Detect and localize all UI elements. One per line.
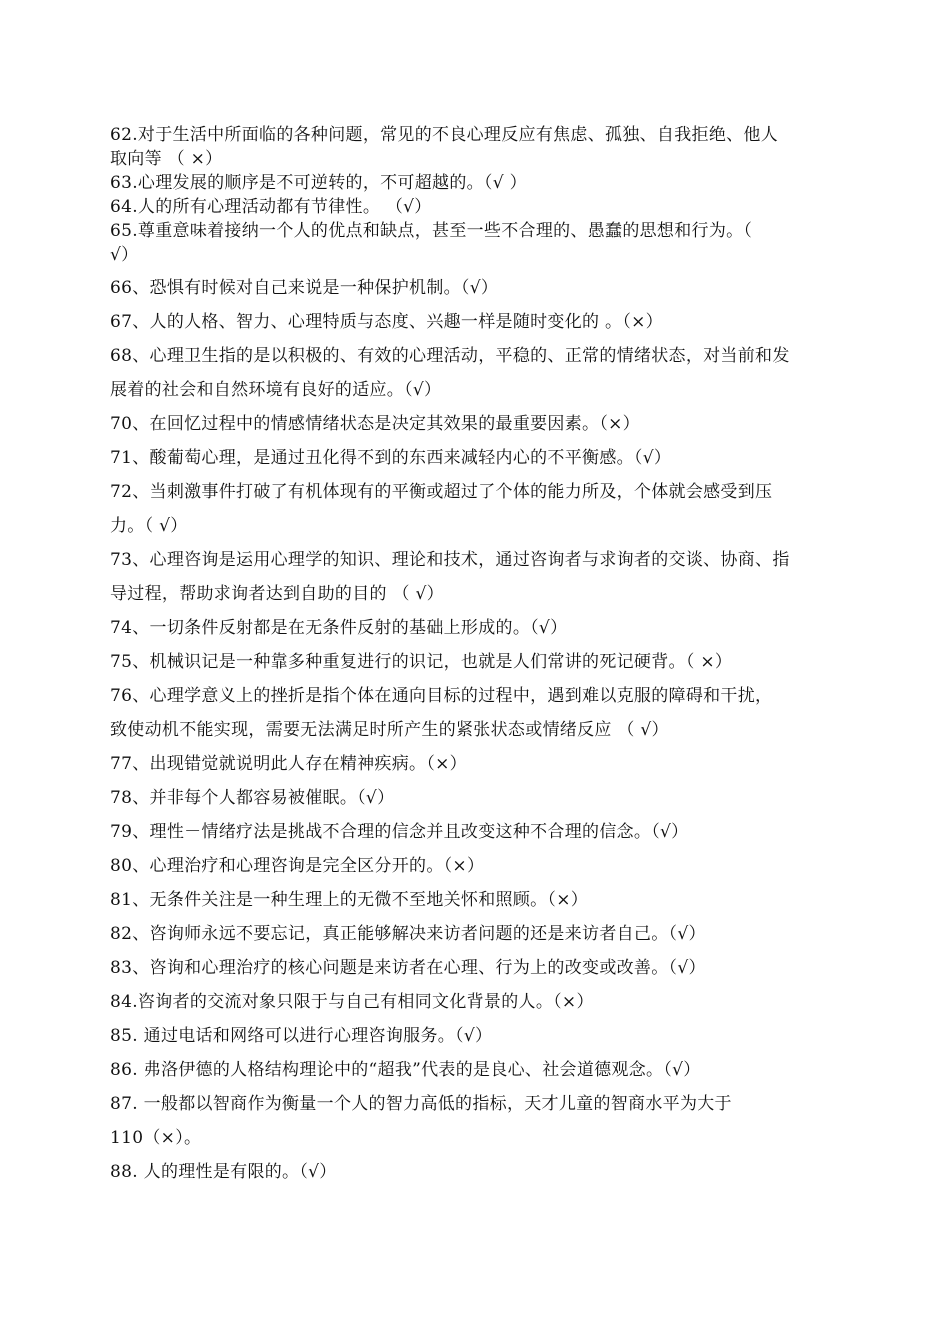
item-line: 展着的社会和自然环境有良好的适应。（√）	[110, 380, 442, 400]
list-item-76	[110, 679, 838, 747]
question-list	[110, 123, 838, 1189]
list-item-62	[110, 123, 838, 171]
item-line: 62.对于生活中所面临的各种问题，常见的不良心理反应有焦虑、孤独、自我拒绝、他人	[110, 125, 779, 145]
list-item-82	[110, 917, 838, 951]
item-line: 66、恐惧有时候对自己来说是一种保护机制。（√）	[110, 278, 499, 298]
item-line: 76、心理学意义上的挫折是指个体在通向目标的过程中，遇到难以克服的障碍和干扰，	[110, 686, 773, 706]
item-line: √）	[110, 245, 139, 265]
item-line: 85. 通过电话和网络可以进行心理咨询服务。（√）	[110, 1026, 493, 1046]
item-line: 力。（ √）	[110, 516, 188, 536]
list-item-67	[110, 305, 838, 339]
item-line: 导过程，帮助求询者达到自助的目的 （ √）	[110, 584, 444, 604]
item-line: 83、咨询和心理治疗的核心问题是来访者在心理、行为上的改变或改善。（√）	[110, 958, 706, 978]
item-line: 81、无条件关注是一种生理上的无微不至地关怀和照顾。（×）	[110, 890, 589, 910]
item-line: 87. 一般都以智商作为衡量一个人的智力高低的指标，天才儿童的智商水平为大于	[110, 1094, 732, 1114]
item-line: 88. 人的理性是有限的。（√）	[110, 1162, 337, 1182]
list-item-64	[110, 195, 838, 219]
item-line: 75、机械识记是一种靠多种重复进行的识记，也就是人们常讲的死记硬背。（ ×）	[110, 652, 733, 672]
item-line: 70、在回忆过程中的情感情绪状态是决定其效果的最重要因素。（×）	[110, 414, 640, 434]
item-line: 74、一切条件反射都是在无条件反射的基础上形成的。（√）	[110, 618, 568, 638]
list-item-79	[110, 815, 838, 849]
list-item-71	[110, 441, 838, 475]
item-line: 68、心理卫生指的是以积极的、有效的心理活动，平稳的、正常的情绪状态，对当前和发	[110, 346, 790, 366]
list-item-86	[110, 1053, 838, 1087]
item-line: 77、出现错觉就说明此人存在精神疾病。（×）	[110, 754, 467, 774]
item-line: 65.尊重意味着接纳一个人的优点和缺点，甚至一些不合理的、愚蠢的思想和行为。（	[110, 221, 753, 241]
list-item-63	[110, 171, 838, 195]
list-item-85	[110, 1019, 838, 1053]
item-line: 80、心理治疗和心理咨询是完全区分开的。（×）	[110, 856, 485, 876]
list-item-68	[110, 339, 838, 407]
list-item-81	[110, 883, 838, 917]
list-item-77	[110, 747, 838, 781]
list-item-75	[110, 645, 838, 679]
item-line: 82、咨询师永远不要忘记，真正能够解决来访者问题的还是来访者自己。（√）	[110, 924, 706, 944]
list-item-70	[110, 407, 838, 441]
list-item-88	[110, 1155, 838, 1189]
item-line: 110（×）。	[110, 1128, 202, 1148]
list-item-65	[110, 219, 838, 267]
item-line: 72、当刺激事件打破了有机体现有的平衡或超过了个体的能力所及，个体就会感受到压	[110, 482, 773, 502]
list-item-66	[110, 271, 838, 305]
item-line: 64.人的所有心理活动都有节律性。 （√）	[110, 197, 432, 217]
list-item-72	[110, 475, 838, 543]
item-line: 67、人的人格、智力、心理特质与态度、兴趣一样是随时变化的 。（×）	[110, 312, 663, 332]
item-line: 73、心理咨询是运用心理学的知识、理论和技术，通过咨询者与求询者的交谈、协商、指	[110, 550, 790, 570]
list-item-73	[110, 543, 838, 611]
item-line: 78、并非每个人都容易被催眠。（√）	[110, 788, 395, 808]
list-item-78	[110, 781, 838, 815]
item-line: 致使动机不能实现，需要无法满足时所产生的紧张状态或情绪反应 （ √）	[110, 720, 669, 740]
item-line: 86. 弗洛伊德的人格结构理论中的“超我”代表的是良心、社会道德观念。（√）	[110, 1060, 701, 1080]
list-item-84	[110, 985, 838, 1019]
item-line: 取向等 （ ×）	[110, 149, 223, 169]
item-line: 79、理性－情绪疗法是挑战不合理的信念并且改变这种不合理的信念。（√）	[110, 822, 689, 842]
list-item-83	[110, 951, 838, 985]
list-item-80	[110, 849, 838, 883]
item-line: 71、酸葡萄心理，是通过丑化得不到的东西来减轻内心的不平衡感。（√）	[110, 448, 672, 468]
list-item-74	[110, 611, 838, 645]
list-item-87	[110, 1087, 838, 1155]
item-line: 84.咨询者的交流对象只限于与自己有相同文化背景的人。（×）	[110, 992, 594, 1012]
item-line: 63.心理发展的顺序是不可逆转的，不可超越的。（√ ）	[110, 173, 527, 193]
